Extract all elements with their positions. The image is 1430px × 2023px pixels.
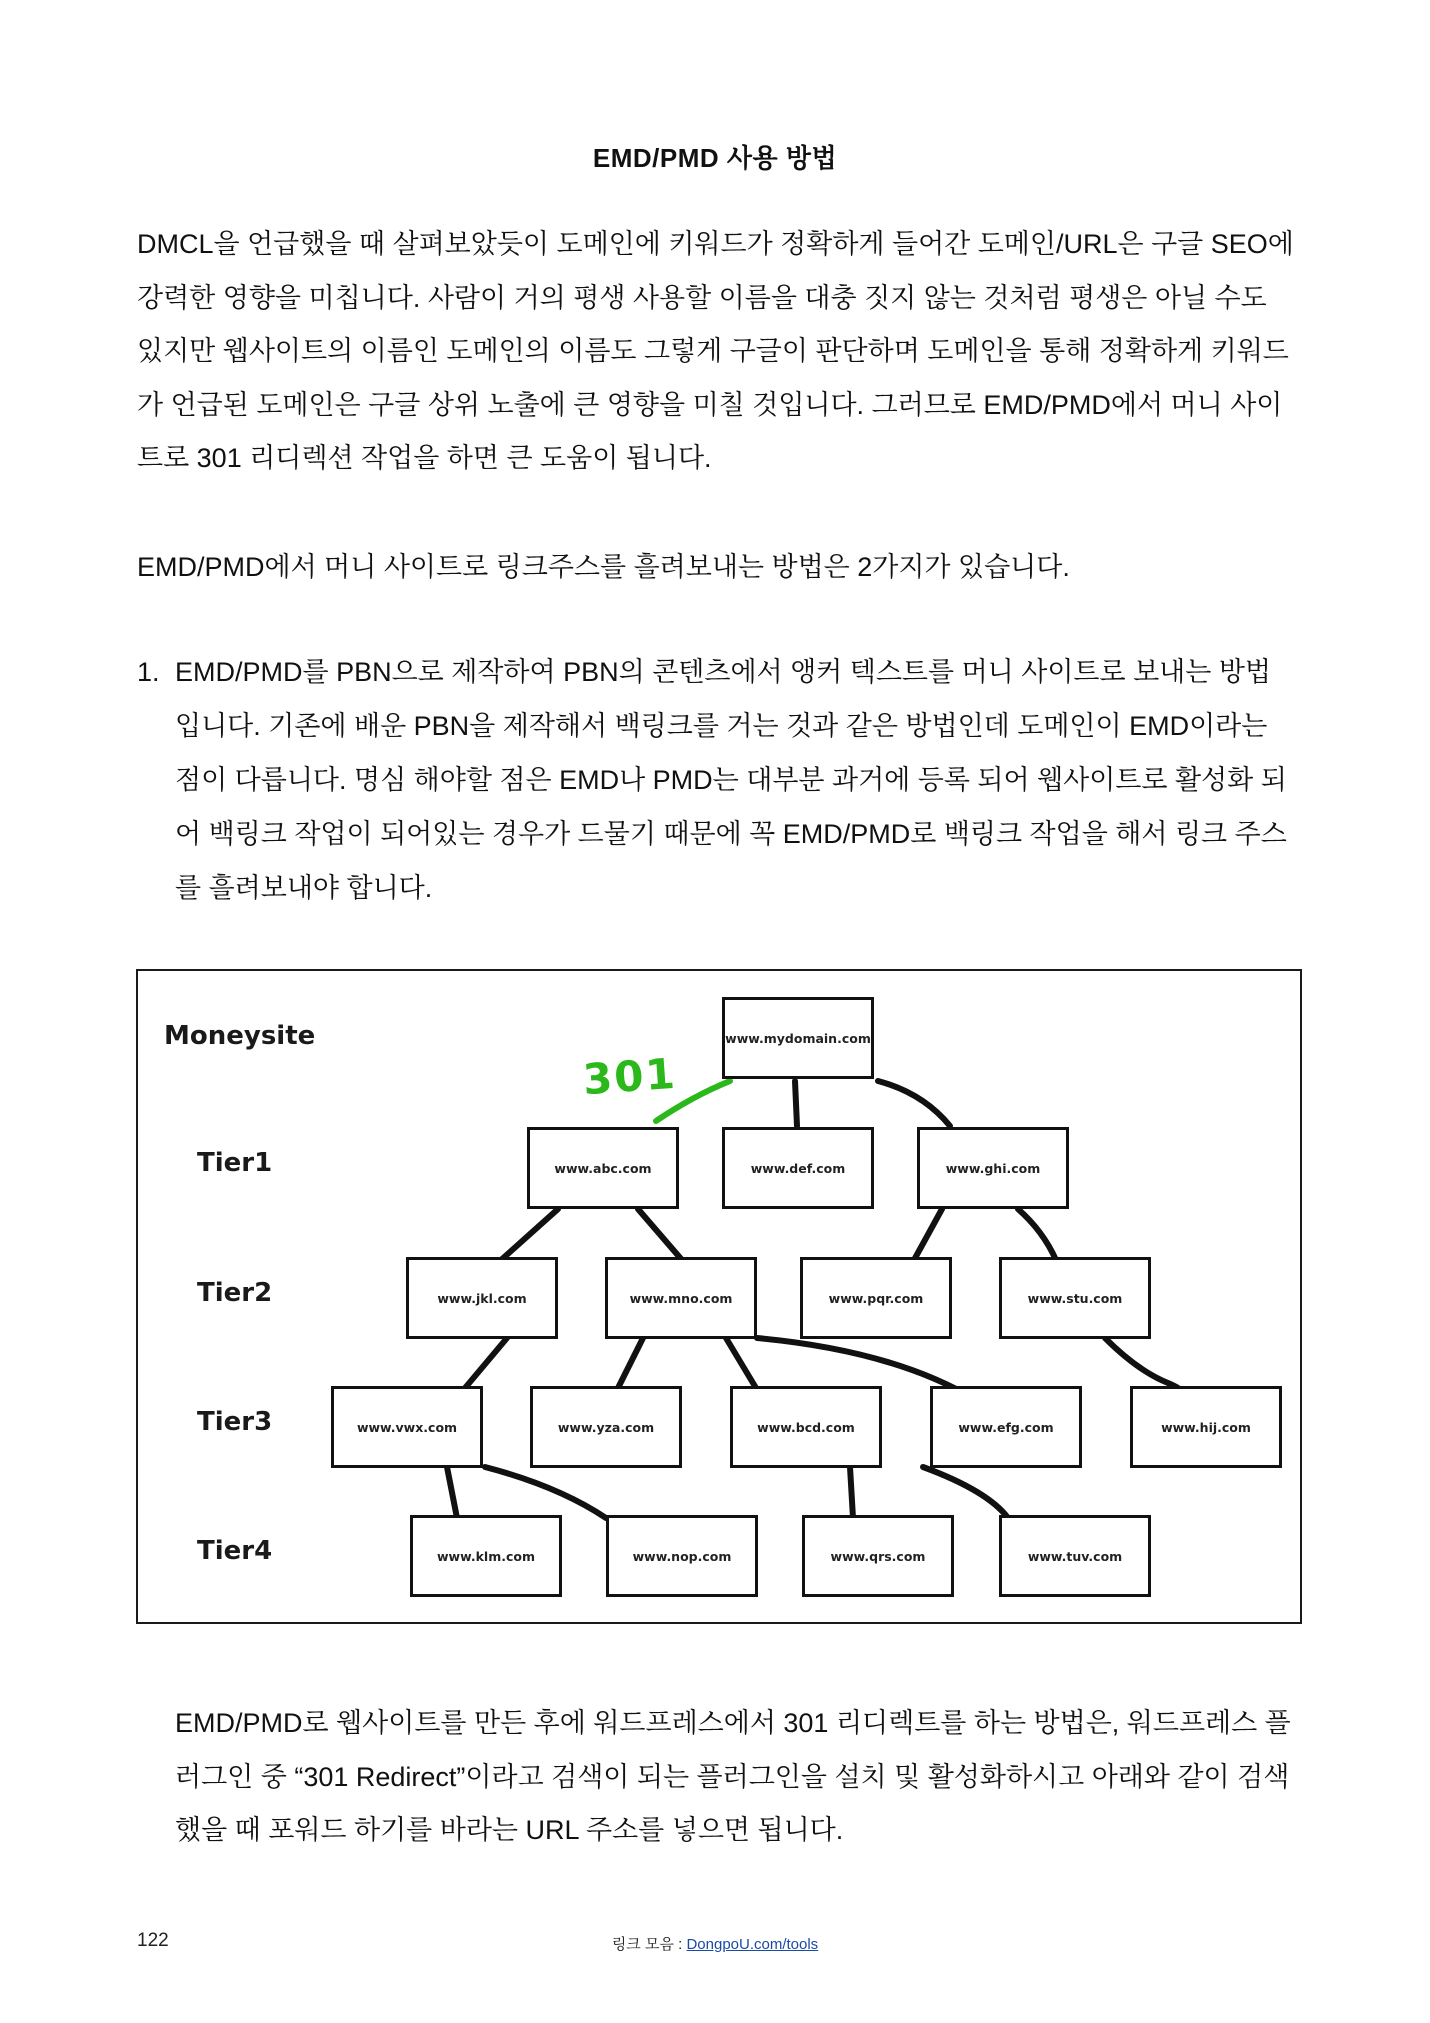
intro-paragraph: DMCL을 언급했을 때 살펴보았듯이 도메인에 키워드가 정확하게 들어간 도메인/URL은 구글 SEO에 강력한 영향을 미칩니다. 사람이 거의 평생 사용할 이름을 대충 짓지 않는 것처럼 평생은 아닐 수도 있지만 웹사이트의 이름인 도메인의 이름도 그렇게 구글이 판단하며 도메인을 통해 정확하게 키워드가 언급된 도메인은 구글 상위 노출에 큰 영향을 미칠 것입니다. 그러므로 EMD/PMD에서 머니 사이트로 301 리디렉션 작업을 하면 큰 도움이 됩니다.	[137, 229, 1294, 473]
node-def: www.def.com	[722, 1127, 874, 1209]
node-nop: www.nop.com	[606, 1515, 758, 1597]
redirect-paragraph: EMD/PMD로 웹사이트를 만든 후에 워드프레스에서 301 리디렉트를 하는 방법은, 워드프레스 플러그인 중 “301 Redirect”이라고 검색이 되는 플러그인을 설치 및 활성화하시고 아래와 같이 검색했을 때 포워드 하기를 바라는 URL 주소를 넣으면 됩니다.	[175, 1708, 1291, 1845]
node-hij: www.hij.com	[1130, 1386, 1282, 1468]
footer-links	[0, 1933, 1430, 1954]
label-tier2: Tier2	[197, 1278, 273, 1308]
connector-mno-bcd	[726, 1338, 756, 1388]
node-bcd: www.bcd.com	[730, 1386, 882, 1468]
node-qrs: www.qrs.com	[802, 1515, 954, 1597]
footer-link[interactable]: DongpoU.com/tools	[686, 1936, 819, 1953]
connector-bcd-qrs	[850, 1467, 853, 1518]
list-number: 1.	[137, 657, 160, 687]
connector-mno-yza	[618, 1338, 643, 1388]
node-efg: www.efg.com	[930, 1386, 1082, 1468]
node-ghi: www.ghi.com	[917, 1127, 1069, 1209]
node-mno: www.mno.com	[605, 1257, 757, 1339]
page-title: EMD/PMD 사용 방법	[592, 143, 838, 173]
label-tier1: Tier1	[197, 1148, 273, 1178]
page-number: 122	[137, 1930, 169, 1951]
tier-diagram	[136, 969, 1302, 1624]
connector-ghi-stu	[1018, 1209, 1056, 1260]
node-tuv: www.tuv.com	[999, 1515, 1151, 1597]
connector-stu-hij	[1105, 1338, 1178, 1388]
label-moneysite: Moneysite	[164, 1021, 316, 1051]
node-jkl: www.jkl.com	[406, 1257, 558, 1339]
connector-vwx-nop	[485, 1467, 606, 1518]
connector-vwx-klm	[447, 1467, 457, 1518]
methods-paragraph: EMD/PMD에서 머니 사이트로 링크주스를 흘려보내는 방법은 2가지가 있습니다.	[137, 552, 1070, 582]
connector-mydomain-def	[795, 1081, 797, 1126]
node-mydomain: www.mydomain.com	[722, 997, 874, 1079]
label-tier4: Tier4	[197, 1536, 273, 1566]
node-pqr: www.pqr.com	[800, 1257, 952, 1339]
connector-abc-jkl	[501, 1209, 558, 1260]
footer-links-label: 링크 모음 :	[611, 1936, 687, 1953]
node-abc: www.abc.com	[527, 1127, 679, 1209]
connector-bcd-tuv	[923, 1467, 1008, 1518]
node-klm: www.klm.com	[410, 1515, 562, 1597]
connector-mydomain-ghi	[878, 1081, 950, 1126]
list-text: EMD/PMD를 PBN으로 제작하여 PBN의 콘텐츠에서 앵커 텍스트를 머니 사이트로 보내는 방법입니다. 기존에 배운 PBN을 제작해서 백링크를 거는 것과 같은 방법인데 도메인이 EMD이라는 점이 다릅니다. 명심 해야할 점은 EMD나 PMD는 대부분 과거에 등록 되어 웹사이트로 활성화 되어 백링크 작업이 되어있는 경우가 드물기 때문에 꼭 EMD/PMD로 백링크 작업을 해서 링크 주스를 흘려보내야 합니다.	[175, 657, 1287, 903]
connector-ghi-pqr	[914, 1209, 942, 1260]
node-vwx: www.vwx.com	[331, 1386, 483, 1468]
redirect-301-annotation: 301	[581, 1048, 679, 1105]
label-tier3: Tier3	[197, 1407, 273, 1437]
node-yza: www.yza.com	[530, 1386, 682, 1468]
node-stu: www.stu.com	[999, 1257, 1151, 1339]
connector-abc-mno	[638, 1209, 682, 1260]
connector-jkl-vwx	[465, 1338, 507, 1388]
